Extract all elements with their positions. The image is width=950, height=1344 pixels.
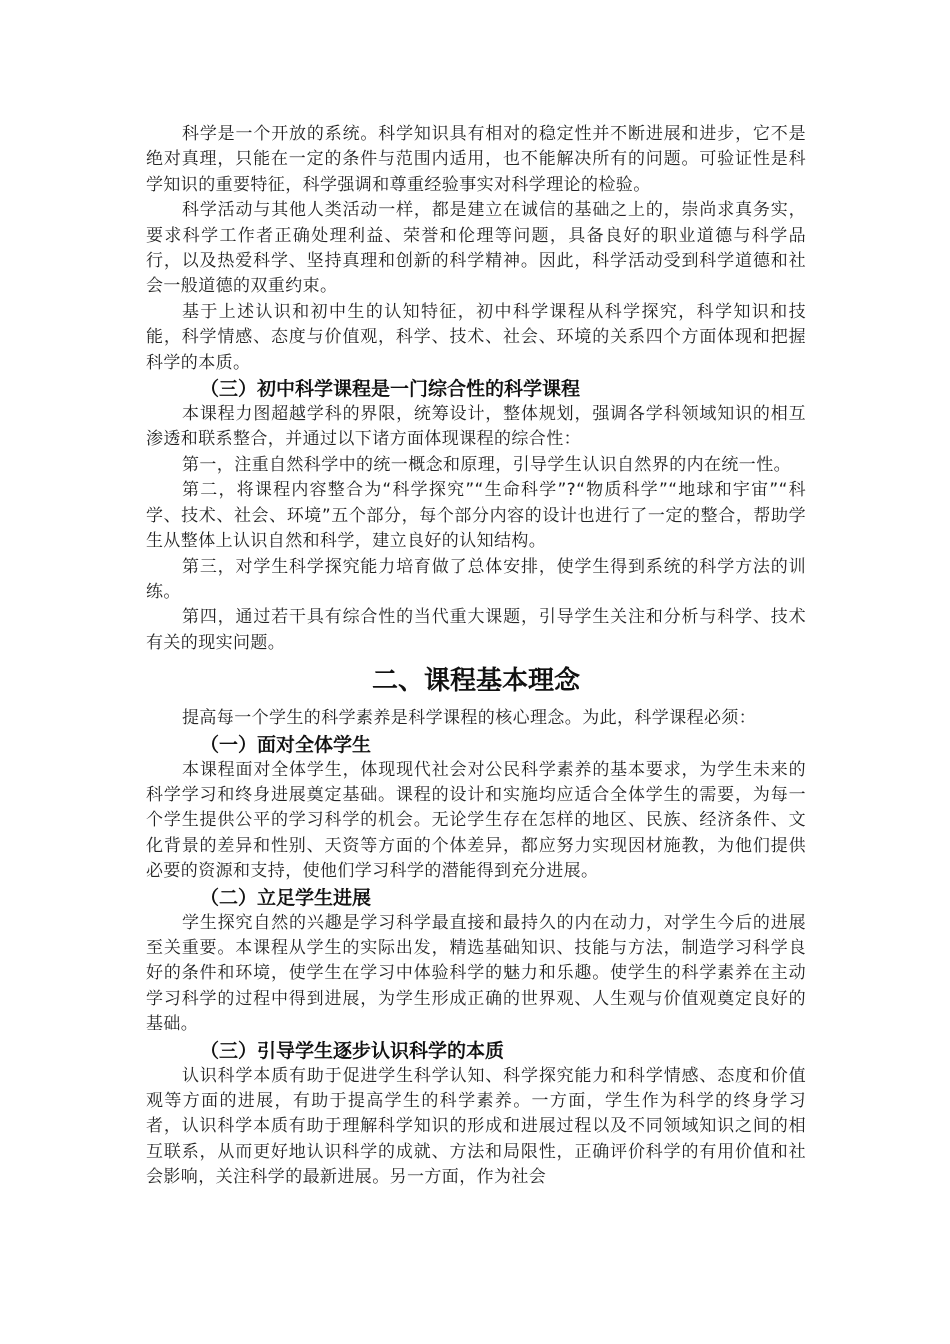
document-body [146, 122, 806, 1191]
paragraph-third: 第三，对学生科学探究能力培育做了总体安排，使学生得到系统的科学方法的训练。 [146, 556, 806, 602]
paragraph-student-development: 学生探究自然的兴趣是学习科学最直接和最持久的内在动力，对学生今后的进展至关重要。本课程从学生的实际出发，精选基础知识、技能与方法，制造学习科学良好的条件和环境，使学生在学习中体验科学的魅力和乐趣。使学生的科学素养在主动学习科学的过程中得到进展，为学生形成正确的世界观、人生观与价值观奠定良好的基础。 [146, 912, 806, 1035]
heading-basic-concepts: 二、课程基本理念 [371, 666, 580, 697]
heading-all-students: （一）面对全体学生 [200, 733, 372, 756]
paragraph-first: 第一，注重自然科学中的统一概念和原理，引导学生认识自然界的内在统一性。 [182, 454, 791, 475]
paragraph-nature-of-science: 基于上述认识和初中生的认知特征，初中科学课程从科学探究，科学知识和技能，科学情感、态度与价值观，科学、技术、社会、环境的关系四个方面体现和把握科学的本质。 [146, 301, 806, 373]
paragraph-integrity: 科学活动与其他人类活动一样，都是建立在诚信的基础之上的，崇尚求真务实，要求科学工作者正确处理利益、荣誉和伦理等问题，具备良好的职业道德与科学品行，以及热爱科学、坚持真理和创新的科学精神。因此，科学活动受到科学道德和社会一般道德的双重约束。 [146, 200, 806, 297]
paragraph-all-students: 本课程面对全体学生，体现现代社会对公民科学素养的基本要求，为学生未来的科学学习和终身进展奠定基础。课程的设计和实施均应适合全体学生的需要，为每一个学生提供公平的学习科学的机会。无论学生存在怎样的地区、民族、经济条件、文化背景的差异和性别、天资等方面的个体差异，都应努力实现因材施教，为他们提供必要的资源和支持，使他们学习科学的潜能得到充分进展。 [146, 759, 806, 882]
heading-integrated-course: （三）初中科学课程是一门综合性的科学课程 [200, 378, 581, 401]
heading-nature-of-science: （三）引导学生逐步认识科学的本质 [200, 1039, 505, 1062]
paragraph-fourth: 第四，通过若干具有综合性的当代重大课题，引导学生关注和分析与科学、技术有关的现实问题。 [146, 607, 806, 653]
heading-student-development: （二）立足学生进展 [200, 886, 372, 909]
paragraph-integration-intro: 本课程力图超越学科的界限，统筹设计，整体规划，强调各学科领域知识的相互渗透和联系整合，并通过以下诸方面体现课程的综合性： [146, 404, 806, 450]
paragraph-understanding-science: 认识科学本质有助于促进学生科学认知、科学探究能力和科学情感、态度和价值观等方面的进展，有助于提高学生的科学素养。一方面，学生作为科学的终身学习者，认识科学本质有助于理解科学知识的形成和进展过程以及不同领域知识之间的相互联系，从而更好地认识科学的成就、方法和局限性，正确评价科学的有用价值和社会影响，关注科学的最新进展。另一方面，作为社会 [146, 1065, 806, 1188]
paragraph-second: 第二，将课程内容整合为“科学探究”“生命科学”?“物质科学”“地球和宇宙”“科学、技术、社会、环境”五个部分，每个部分内容的设计也进行了一定的整合，帮助学生从整体上认识自然和科学，建立良好的认知结构。 [146, 480, 806, 552]
paragraph-core-concept: 提高每一个学生的科学素养是科学课程的核心理念。为此，科学课程必须： [182, 708, 757, 729]
paragraph-open-system: 科学是一个开放的系统。科学知识具有相对的稳定性并不断进展和进步，它不是绝对真理，只能在一定的条件与范围内适用，也不能解决所有的问题。可验证性是科学知识的重要特征，科学强调和尊重经验事实对科学理论的检验。 [146, 124, 806, 195]
